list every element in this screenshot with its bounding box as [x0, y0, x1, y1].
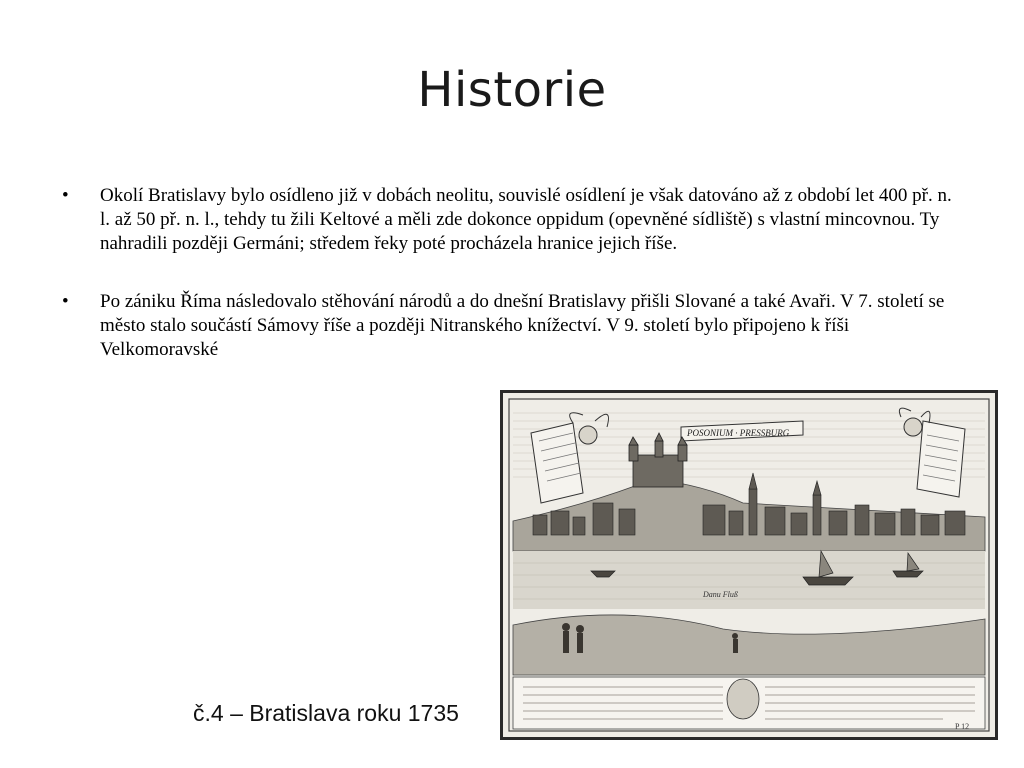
- bullet-item: [60, 290, 960, 362]
- river-label: Danu Fluß: [703, 590, 738, 599]
- page-mark: P 12: [955, 722, 970, 731]
- castle-drawing: [629, 433, 687, 487]
- slide-title: Historie: [417, 62, 607, 118]
- title-banner: [681, 421, 803, 441]
- bullet-list: [60, 184, 960, 396]
- bratislava-engraving-image: [500, 390, 998, 740]
- bullet-text: Okolí Bratislavy bylo osídleno již v dobách neolitu, souvislé osídlení je však datováno až z období let 400 př. n. l. až 50 př. n. l., tehdy tu žili Keltové a měli zde dokonce oppidum (opevněné sídliště) s vlastní mincovnou. Ty nahradili později Germáni; středem řeky poté procházela hranice jejich říše.: [100, 185, 952, 254]
- bullet-item: [60, 184, 960, 256]
- bullet-icon: •: [62, 185, 69, 206]
- bullet-text: Po zániku Říma následovalo stěhování národů a do dnešní Bratislavy přišli Slované a také Avaři. V 7. století se město stalo součástí Sámovy říše a později Nitranského knížectví. V 9. století bylo připojeno k říši Velkomoravské: [100, 291, 945, 360]
- image-caption: č.4 – Bratislava roku 1735: [193, 700, 459, 726]
- banner-text: POSONIUM · PRESSBURG: [687, 428, 790, 438]
- bullet-icon: •: [62, 291, 69, 312]
